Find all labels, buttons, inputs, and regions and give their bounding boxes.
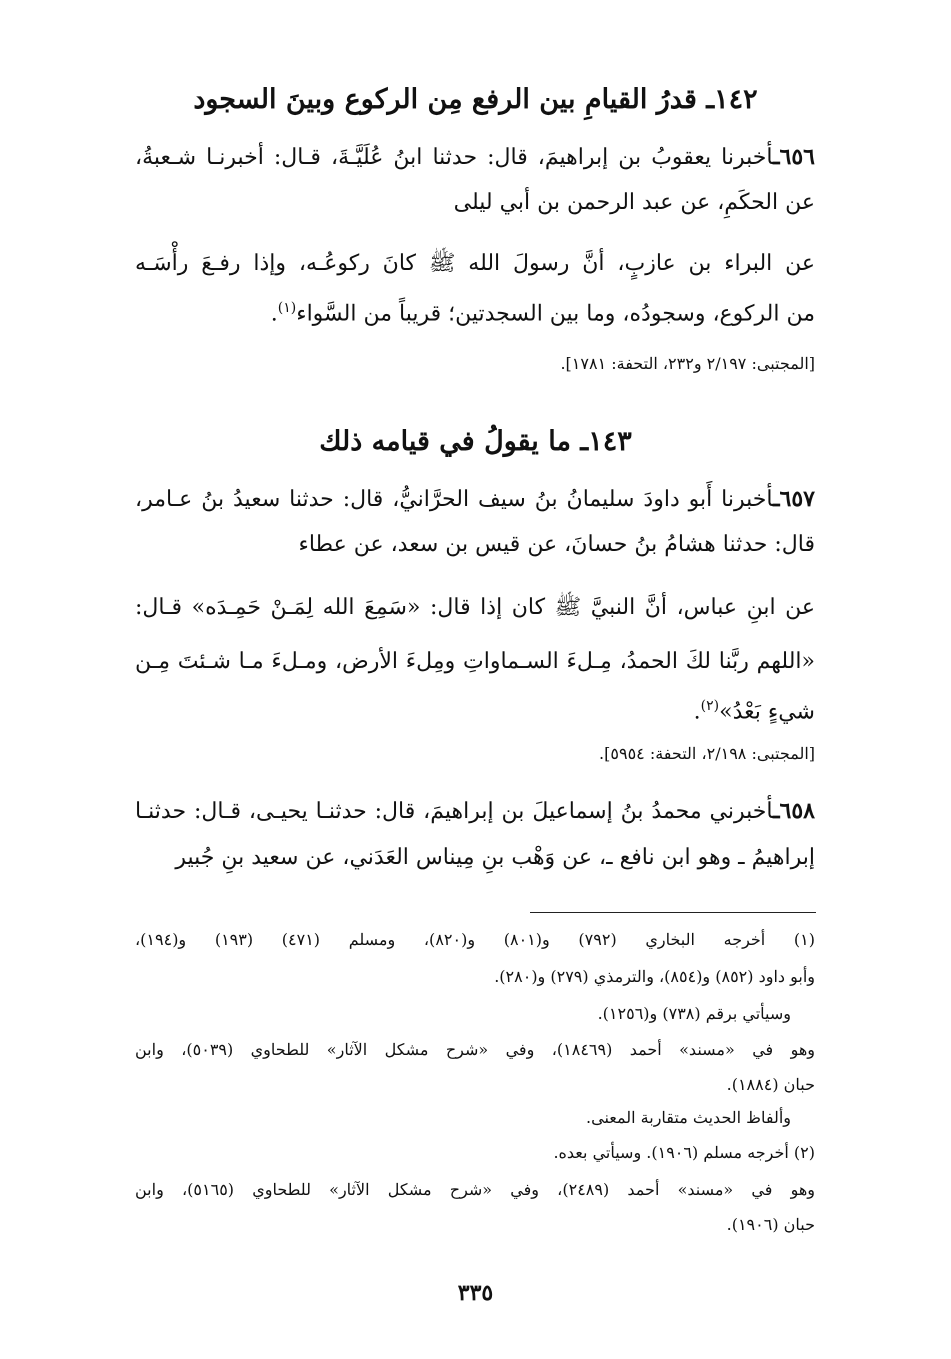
page-number: ٣٣٥ (457, 1280, 494, 1306)
hadith-657-reference: [المجتبى: ٢/١٩٨، التحفة: ٥٩٥٤]. (599, 744, 815, 763)
hadith-656-period: . (270, 301, 278, 327)
hadith-657-number: ٦٥٧ـ (773, 486, 815, 512)
hadith-657-isnad-1: أخبرنا أَبو داودَ سليمانُ بنُ سيف الحرَّانيُّ، قال: حدثنا سعيدُ بنُ عـامر، (135, 487, 774, 512)
hadith-656-line-3: عن البراء بن عازبٍ، أنَّ رسولَ الله ﷺ كانَ ركوعُـه، وإذا رفـعَ رأْسَـه (135, 251, 815, 276)
footnote-1-line-4: وهو في «مسند» أحمد (١٨٤٦٩)، وفي «شرح مشكل الآثار» للطحاوي (٥٠٣٩)، وابن (135, 1040, 816, 1059)
hadith-656-isnad-1: أخبرنا يعقوبُ بن إبراهيمَ، قال: حدثنا ابنُ عُلَيَّـةَ، قـال: أخبرنـا شـعبةُ، (135, 145, 774, 170)
footnote-1-line-3: وسيأتي برقم (٧٣٨) و(١٢٥٦). (597, 1004, 791, 1023)
footnote-marker-2: (٢) (700, 698, 720, 714)
footnote-1-line-2: وأبو داود (٨٥٢) و(٨٥٤)، والترمذي (٢٧٩) و(٢٨٠). (494, 967, 815, 986)
hadith-657-line-1 (135, 486, 815, 514)
footnote-1-line-1: (١) أخرجه البخاري (٧٩٢) و(٨٠١) و(٨٢٠)، ومسلم (٤٧١) (١٩٣) و(١٩٤)، (135, 930, 816, 949)
section-142-title: ١٤٢ـ قدرُ القيامِ بين الرفع مِن الركوع وبينَ السجود (193, 84, 758, 115)
hadith-656-line-4 (135, 300, 815, 328)
footnote-1-line-6: وألفاظ الحديث متقاربة المعنى. (586, 1108, 791, 1127)
hadith-656-line-2: عن الحكَمِ، عن عبد الرحمن بن أبي ليلى (453, 190, 815, 215)
hadith-656-number: ٦٥٦ـ (773, 144, 815, 170)
footnote-2-line-2: وهو في «مسند» أحمد (٢٤٨٩)، وفي «شرح مشكل الآثار» للطحاوي (٥١٦٥)، وابن (135, 1180, 816, 1199)
footnote-marker-1: (١) (277, 300, 297, 316)
hadith-658-number: ٦٥٨ـ (773, 798, 815, 824)
hadith-657-line-4: «اللهم ربَّنا لكَ الحمدُ، مِـلءَ السـماواتِ ومِلءَ الأرض، ومـلءَ مـا شـئتَ مِـن (135, 649, 815, 674)
hadith-657-matn-end: شيءٍ بَعْدُ» (719, 699, 815, 725)
section-143-title: ١٤٣ـ ما يقولُ في قيامه ذلك (319, 426, 632, 457)
hadith-657-line-3: عن ابنِ عباس، أنَّ النبيَّ ﷺ كان إذا قال: «سَمِعَ الله لِمَـنْ حَمِـدَه» قـال: (135, 595, 815, 620)
hadith-658-isnad-1: أخبرني محمدُ بنُ إسماعيلَ بن إبراهيمَ، قال: حدثنـا يحيـى، قـال: حدثنـا (135, 799, 774, 824)
hadith-658-line-2: إبراهيمُ ـ وهو ابن نافع ـ، عن وَهْب بنِ مِيناس العَدَني، عن سعيد بنِ جُبير (175, 845, 815, 870)
footnote-2-line-1: (٢) أخرجه مسلم (١٩٠٦). وسيأتي بعده. (553, 1143, 815, 1162)
footnote-2-line-3: حبان (١٩٠٦). (726, 1215, 815, 1234)
hadith-656-line-1 (135, 144, 815, 172)
hadith-657-line-5 (135, 698, 815, 726)
hadith-656-reference: [المجتبى: ٢/١٩٧ و٢٣٢، التحفة: ١٧٨١]. (560, 354, 815, 373)
footnote-1-line-5: حبان (١٨٨٤). (726, 1075, 815, 1094)
hadith-657-line-2: قال: حدثنا هشامُ بنُ حسانَ، عن قيس بن سعد، عن عطاء (298, 532, 815, 557)
hadith-656-matn-end: من الركوع، وسجودُه، وما بين السجدتين؛ قريباً من السَّواء (296, 301, 815, 327)
hadith-658-line-1 (135, 798, 815, 826)
footnote-separator (530, 912, 816, 913)
hadith-657-period: . (693, 699, 701, 725)
